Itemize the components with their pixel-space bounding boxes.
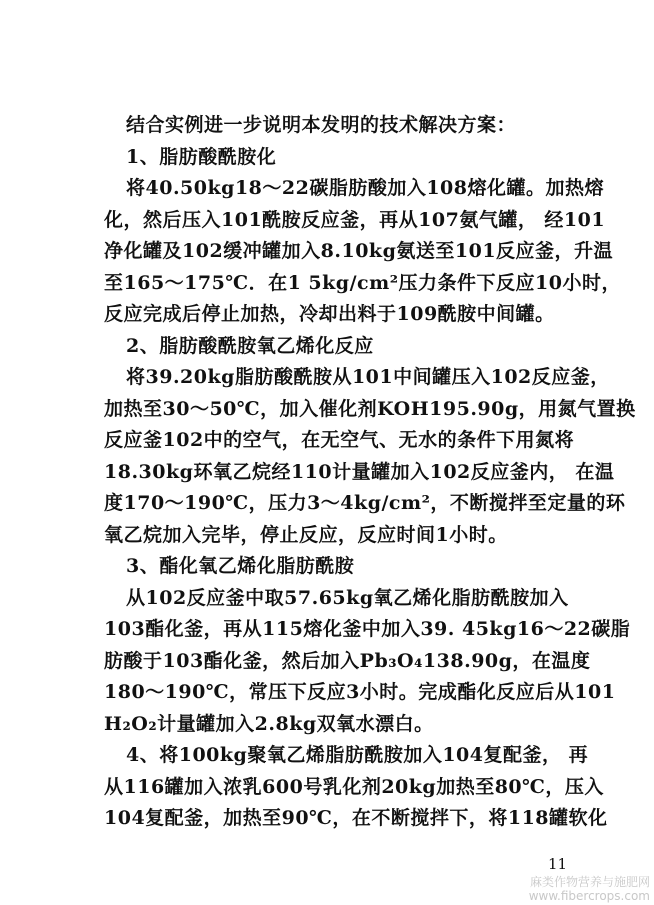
page-number: 11 [548, 855, 568, 873]
text-line: 至165～175℃．在1 5kg/cm²压力条件下反应10小时， [104, 271, 621, 294]
text-line: 18.30kg环氧乙烷经110计量罐加入102反应釜内， 在温 [104, 460, 615, 483]
text-line: 将39.20kg脂肪酸酰胺从101中间罐压入102反应釜， [126, 366, 610, 388]
text-line: 反应釜102中的空气，在无空气、无水的条件下用氮将 [104, 429, 575, 451]
watermark-title: 麻类作物营养与施肥网 [529, 875, 650, 889]
text-line: 度170～190℃，压力3～4kg/cm²，不断搅拌至定量的环 [104, 492, 626, 514]
watermark-url: www.fibercrops.com [528, 889, 650, 903]
section-4-line: 4、将100kg聚氧乙烯脂肪酰胺加入104复配釜， 再 [126, 744, 589, 766]
section-2-heading: 2、脂肪酸酰胺氧乙烯化反应 [126, 334, 374, 357]
section-3-heading: 3、酯化氧乙烯化脂肪酰胺 [126, 555, 355, 577]
text-line: 化，然后压入101酰胺反应釜，再从107氨气罐， 经101 [104, 208, 606, 231]
text-line: 氧乙烷加入完毕，停止反应，反应时间1小时。 [104, 523, 508, 546]
site-watermark [529, 875, 650, 903]
intro-line: 结合实例进一步说明本发明的技术解决方案： [126, 114, 517, 136]
text-line: 肪酸于103酯化釜，然后加入Pb₃O₄138.90g，在温度 [104, 649, 591, 672]
section-1-heading: 1、脂肪酸酰胺化 [126, 145, 277, 168]
text-line: 加热至30～50℃，加入催化剂KOH195.90g，用氮气置换 [104, 397, 636, 420]
text-line: H₂O₂计量罐加入2.8kg双氧水漂白。 [104, 712, 434, 735]
text-line: 104复配釜，加热至90℃，在不断搅拌下，将118罐软化 [104, 807, 608, 829]
text-line: 将40.50kg18～22碳脂肪酸加入108熔化罐。加热熔 [126, 177, 604, 199]
body-text [104, 110, 636, 835]
text-line: 180～190℃，常压下反应3小时。完成酯化反应后从101 [104, 681, 616, 703]
text-line: 103酯化釜，再从115熔化釜中加入39. 45kg16～22碳脂 [104, 618, 631, 640]
text-line: 从116罐加入浓乳600号乳化剂20kg加热至80℃，压入 [104, 775, 604, 798]
text-line: 净化罐及102缓冲罐加入8.10kg氨送至101反应釜，升温 [104, 240, 614, 262]
text-line: 反应完成后停止加热，冷却出料于109酰胺中间罐。 [104, 303, 555, 325]
text-line: 从102反应釜中取57.65kg氧乙烯化脂肪酰胺加入 [126, 586, 569, 609]
